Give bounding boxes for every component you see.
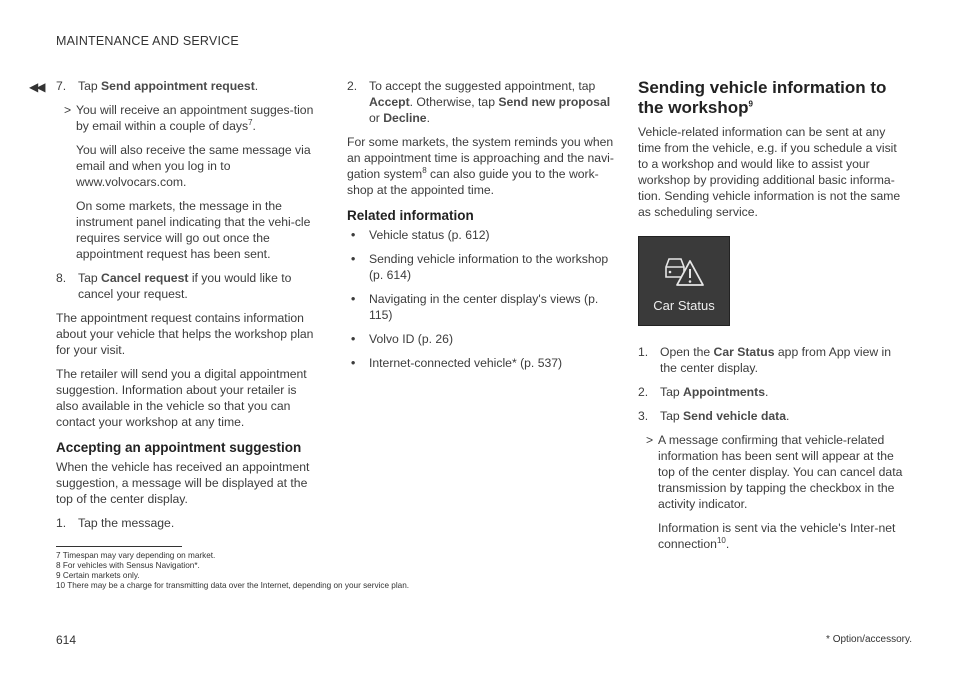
related-link[interactable]: • Vehicle status (p. 612) [351,228,490,242]
paragraph: Vehicle-related information can be sent at any time from the vehicle, e.g. if you schedule a visit to a workshop and would like to assist your workshop by providing additional basic informa-tion. Sending vehicle information is not the same as scheduling service. [638,125,901,219]
related-information-heading: Related information [347,208,474,223]
step-7: 7. Tap Send appointment request. [56,79,259,93]
car-warning-icon [663,255,705,291]
cancel-request-label: Cancel request [101,271,189,285]
accept-label: Accept [369,95,410,109]
page-number: 614 [56,633,77,647]
section-heading: Accepting an appointment suggestion [56,440,302,455]
send-appointment-request-label: Send appointment request [101,79,255,93]
column-1 [56,78,322,539]
column-3 [638,78,908,560]
car-status-app-tile[interactable] [638,236,730,326]
footnote: 8 For vehicles with Sensus Navigation*. [56,561,200,570]
car-status-label: Car Status [713,345,775,359]
related-links-list [347,227,615,371]
page-title: Sending vehicle information to the workshop$^9$ [638,78,887,117]
step-2: 2. Tap Appointments. [638,385,769,399]
send-vehicle-data-label: Send vehicle data [683,409,787,423]
footnotes [56,551,409,591]
footnote: 10 There may be a charge for transmitting data over the Internet, depending on your service plan. [56,581,410,590]
decline-label: Decline [383,111,427,125]
paragraph: The appointment request contains information about your vehicle that helps the workshop plan for your visit. [56,311,314,357]
related-link[interactable]: • Navigating in the center display's views (p. 115) [351,292,599,322]
step-7-result: > You will receive an appointment sugges-tion by email within a couple of days$^7$. [64,103,314,133]
option-accessory-note: * Option/accessory. [826,634,912,645]
footnote-divider [56,546,182,547]
related-link[interactable]: • Volvo ID (p. 26) [351,332,453,346]
paragraph: When the vehicle has received an appointment suggestion, a message will be displayed at the top of the center display. [56,460,310,506]
step-3-result: > A message confirming that vehicle-related information has been sent will appear at the top of the center display. You can cancel data transmission by tapping the checkbox in the activity indicator. [646,433,903,511]
send-new-proposal-label: Send new proposal [498,95,611,109]
car-status-tile-label: Car Status [653,298,715,313]
step-2: 2. To accept the suggested appointment, tap Accept. Otherwise, tap Send new proposal or Decline. [347,79,611,125]
back-icon[interactable]: ◀◀ [29,80,44,94]
step-3-para: Information is sent via the vehicle's Inter-net connection$^{10}$. [658,521,896,551]
step-7-para-2: On some markets, the message in the instrument panel indicating that the vehi-cle requires service will go out once the appointment request has been sent. [76,199,311,261]
step-7-para-1: You will also receive the same message via email and when you log in to www.volvocars.com. [76,143,311,189]
step-8: 8. Tap Cancel request if you would like to cancel your request. [56,271,292,301]
step-3: 3. Tap Send vehicle data. [638,409,790,423]
paragraph: For some markets, the system reminds you when an appointment time is approaching and the navi-gation system$^8$ can also guide you to the work-shop at the appointed time. [347,135,614,197]
step-1: 1. Tap the message. [56,516,175,530]
column-2 [347,78,615,379]
step-1: 1. Open the Car Status app from App view in the center display. [638,345,892,375]
paragraph: The retailer will send you a digital appointment suggestion. Information about your retailer is also available in the vehicle so that you can contact your workshop at any time. [56,367,307,429]
appointments-label: Appointments [683,385,765,399]
footnote: 9 Certain markets only. [56,571,140,580]
footnote: 7 Timespan may vary depending on market. [56,551,216,560]
related-link[interactable]: • Sending vehicle information to the workshop (p. 614) [351,252,609,282]
section-header: MAINTENANCE AND SERVICE [56,34,239,48]
related-link[interactable]: • Internet-connected vehicle* (p. 537) [351,356,563,370]
